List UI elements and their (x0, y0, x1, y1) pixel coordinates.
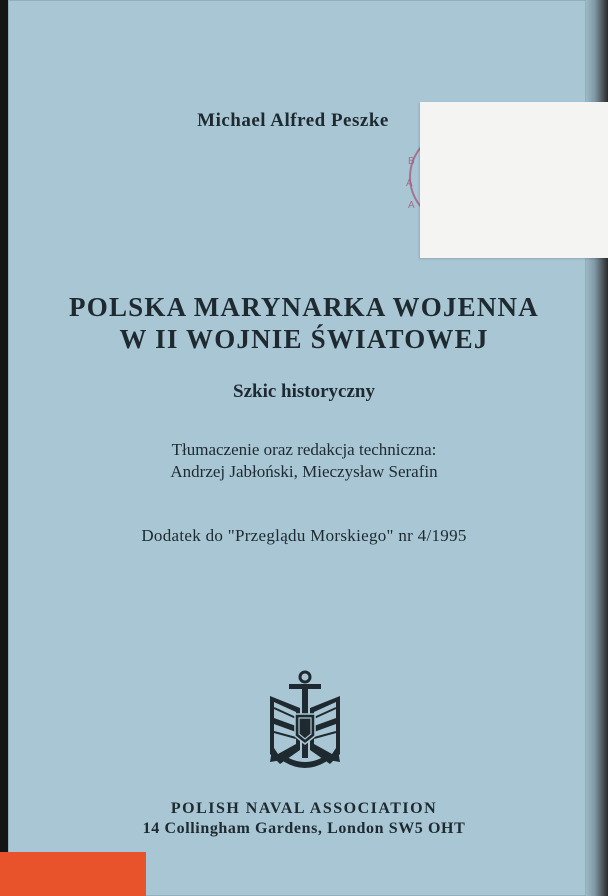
svg-text:A: A (406, 178, 413, 189)
author-name: Michael Alfred Peszke (197, 110, 389, 131)
publisher-address: 14 Collingham Gardens, London SW5 OHT (142, 820, 466, 837)
supplement-note: Dodatek do "Przeglądu Morskiego" nr 4/1995 (141, 526, 467, 545)
subtitle: Szkic historyczny (233, 381, 375, 402)
anchor-emblem-icon (262, 668, 348, 776)
publisher-name: POLISH NAVAL ASSOCIATION (170, 800, 438, 817)
orange-library-tag (0, 852, 146, 896)
library-label-sticker (420, 102, 608, 258)
translation-credits (0, 439, 608, 483)
svg-text:A: A (408, 200, 415, 211)
svg-text:B: B (408, 156, 415, 167)
title-line-1: POLSKA MARYNARKA WOJENNA (69, 292, 539, 322)
credits-line-1: Tłumaczenie oraz redakcja techniczna: (171, 440, 437, 459)
credits-line-2: Andrzej Jabłoński, Mieczysław Serafin (170, 462, 438, 481)
title-line-2: W II WOJNIE ŚWIATOWEJ (119, 324, 489, 354)
